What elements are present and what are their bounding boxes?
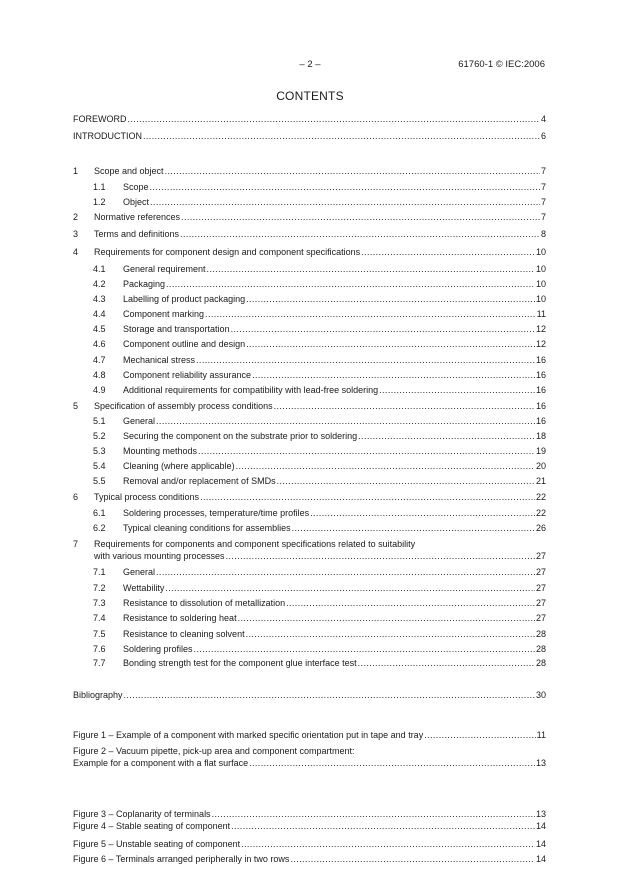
figure-list-entry[interactable] [73,853,546,865]
figure-list-entry[interactable] [73,820,546,832]
toc-entry[interactable] [73,113,546,125]
toc-entry[interactable] [73,246,546,258]
toc-entry-page: 28 [535,644,546,654]
dot-leader [424,729,535,741]
toc-entry-number: 4.1 [93,264,106,274]
toc-entry-page: 27 [535,551,546,561]
toc-entry[interactable] [73,308,546,320]
toc-entry-number: 7.3 [93,598,106,608]
dot-leader [231,820,535,832]
dot-leader [156,415,535,427]
dot-leader [249,757,535,769]
toc-entry-number: 4.8 [93,370,106,380]
dot-leader [361,246,535,258]
dot-leader [212,808,535,820]
toc-entry-label: General [123,416,156,426]
standard-reference: 61760-1 © IEC:2006 [458,59,545,70]
figure-entry-page: 13 [535,758,546,768]
dot-leader [379,384,535,396]
toc-entry-number: 4.7 [93,355,106,365]
toc-entry-label: Bibliography [73,690,123,700]
toc-entry[interactable] [73,491,546,503]
toc-entry-page: 8 [540,229,546,239]
toc-entry[interactable] [73,338,546,350]
figure-entry-label: Figure 1 – Example of a component with marked specific orientation put in tape and tray [73,730,424,740]
dot-leader [124,689,535,701]
toc-entry-label: Scope [123,182,149,192]
dot-leader [358,657,535,669]
toc-entry-page: 22 [535,508,546,518]
dot-leader [290,853,535,865]
toc-entry[interactable] [73,628,546,640]
toc-entry-page: 4 [540,114,546,124]
toc-entry-page: 27 [535,583,546,593]
toc-entry[interactable] [94,550,546,562]
toc-entry-label: Resistance to cleaning solvent [123,629,245,639]
toc-entry-label: General [123,567,156,577]
figure-entry-label: Figure 4 – Stable seating of component [73,821,231,831]
figure-entry-label: Figure 3 – Coplanarity of terminals [73,809,211,819]
page-title: CONTENTS [276,89,344,103]
toc-entry-page: 27 [535,567,546,577]
dot-leader [238,612,535,624]
toc-entry[interactable] [73,657,546,669]
toc-entry[interactable] [73,278,546,290]
toc-entry-label: Typical process conditions [94,492,200,502]
figure-list-entry-first-line[interactable] [73,745,546,757]
toc-entry-label: Soldering profiles [123,644,193,654]
figure-entry-label: Figure 2 – Vacuum pipette, pick-up area and component compartment: [73,746,355,756]
dot-leader [246,628,535,640]
toc-entry-number: 5.3 [93,446,106,456]
toc-entry[interactable] [73,445,546,457]
dot-leader [274,400,535,412]
toc-entry-page: 10 [535,294,546,304]
toc-entry-page: 27 [535,598,546,608]
dot-leader [128,113,540,125]
dot-leader [246,293,535,305]
toc-entry-label: with various mounting processes [94,551,225,561]
toc-entry-page: 7 [540,182,546,192]
figure-entry-page: 11 [536,730,546,740]
toc-entry-page: 16 [535,370,546,380]
dot-leader [236,460,535,472]
toc-entry[interactable] [73,460,546,472]
dot-leader [165,165,540,177]
toc-entry-page: 10 [535,279,546,289]
toc-entry-label: Specification of assembly process conditions [94,401,273,411]
toc-entry-label: FOREWORD [73,114,127,124]
dot-leader [200,491,535,503]
toc-entry-number: 7.2 [93,583,106,593]
toc-entry-label: Terms and definitions [94,229,180,239]
toc-entry[interactable] [73,689,546,701]
figure-list-entry[interactable] [73,729,546,741]
toc-entry-first-line[interactable] [73,538,546,550]
toc-entry-label: Labelling of product packaging [123,294,246,304]
dot-leader [143,130,540,142]
toc-entry[interactable] [73,415,546,427]
toc-entry[interactable] [73,612,546,624]
toc-entry-page: 7 [540,212,546,222]
dot-leader [205,308,536,320]
toc-entry[interactable] [73,196,546,208]
dot-leader [286,597,535,609]
toc-entry-label: Mounting methods [123,446,198,456]
toc-entry-page: 16 [535,355,546,365]
dot-leader [246,338,535,350]
dot-leader [150,196,540,208]
dot-leader [198,445,535,457]
dot-leader [292,522,535,534]
dot-leader [165,582,535,594]
toc-entry-number: 5.2 [93,431,106,441]
dot-leader [207,263,535,275]
toc-entry[interactable] [73,522,546,534]
toc-entry[interactable] [73,293,546,305]
toc-entry[interactable] [73,597,546,609]
toc-entry-label: Mechanical stress [123,355,196,365]
toc-entry[interactable] [73,165,546,177]
toc-entry-page: 19 [535,446,546,456]
toc-entry-page: 16 [535,385,546,395]
toc-entry[interactable] [73,384,546,396]
toc-entry-number: 2 [73,212,79,222]
toc-entry[interactable] [73,369,546,381]
figure-list-entry[interactable] [73,757,546,769]
toc-entry-page: 12 [535,339,546,349]
toc-entry-number: 1.2 [93,197,106,207]
toc-entry-number: 7.5 [93,629,106,639]
toc-entry-number: 5 [73,401,79,411]
toc-entry[interactable] [73,582,546,594]
toc-entry-number: 5.4 [93,461,106,471]
toc-entry-label: Wettability [123,583,165,593]
dot-leader [226,550,535,562]
toc-entry-page: 26 [535,523,546,533]
toc-entry-label: Securing the component on the substrate prior to soldering [123,431,358,441]
toc-entry-page: 16 [535,416,546,426]
dot-leader [310,507,535,519]
dot-leader [166,278,535,290]
dot-leader [181,211,540,223]
toc-entry-number: 4.2 [93,279,106,289]
toc-entry-number: 1.1 [93,182,106,192]
toc-entry-page: 28 [535,658,546,668]
figure-list-entry[interactable] [73,808,546,820]
figure-entry-page: 14 [535,854,546,864]
toc-entry-label: Additional requirements for compatibility with lead-free soldering [123,385,379,395]
toc-entry-page: 21 [535,476,546,486]
toc-entry-label: Scope and object [94,166,164,176]
toc-entry-page: 10 [535,247,546,257]
toc-entry-number: 4 [73,247,79,257]
dot-leader [156,566,535,578]
dot-leader [150,181,540,193]
toc-entry[interactable] [73,566,546,578]
toc-entry[interactable] [73,130,546,142]
toc-entry-number: 7 [73,539,79,549]
toc-entry[interactable] [73,263,546,275]
toc-entry-page: 11 [536,309,546,319]
figure-entry-page: 14 [535,839,546,849]
toc-entry[interactable] [73,181,546,193]
toc-entry[interactable] [73,400,546,412]
toc-entry-number: 4.4 [93,309,106,319]
dot-leader [358,430,535,442]
toc-entry-label: Storage and transportation [123,324,230,334]
dot-leader [180,228,540,240]
toc-entry-page: 7 [540,197,546,207]
toc-entry-number: 7.6 [93,644,106,654]
toc-entry-number: 4.9 [93,385,106,395]
dot-leader [196,354,535,366]
toc-entry[interactable] [73,475,546,487]
dot-leader [252,369,535,381]
toc-entry-label: Component reliability assurance [123,370,252,380]
toc-entry-label: Requirements for components and component specifications related to suitability [94,539,416,549]
toc-entry-number: 6 [73,492,79,502]
page-number: – 2 – [299,59,321,70]
toc-entry-number: 5.5 [93,476,106,486]
dot-leader [194,643,535,655]
toc-entry-label: Removal and/or replacement of SMDs [123,476,276,486]
figure-list-entry[interactable] [73,838,546,850]
toc-entry-number: 7.7 [93,658,106,668]
toc-entry-label: Resistance to dissolution of metallization [123,598,286,608]
toc-entry-page: 16 [535,401,546,411]
toc-entry-page: 12 [535,324,546,334]
figure-entry-page: 14 [535,821,546,831]
toc-entry-label: Packaging [123,279,166,289]
toc-entry-number: 5.1 [93,416,106,426]
toc-entry-page: 18 [535,431,546,441]
toc-entry-page: 7 [540,166,546,176]
dot-leader [277,475,535,487]
toc-entry[interactable] [73,323,546,335]
toc-entry-label: Requirements for component design and component specifications [94,247,361,257]
toc-entry-label: Cleaning (where applicable) [123,461,235,471]
toc-entry-page: 22 [535,492,546,502]
toc-entry-label: Component outline and design [123,339,246,349]
toc-entry-label: Component marking [123,309,205,319]
dot-leader [231,323,535,335]
toc-entry-page: 20 [535,461,546,471]
figure-entry-label: Example for a component with a flat surface [73,758,249,768]
toc-entry-page: 27 [535,613,546,623]
toc-entry-number: 4.6 [93,339,106,349]
toc-entry-label: General requirement [123,264,206,274]
toc-entry-number: 4.3 [93,294,106,304]
toc-entry[interactable] [73,643,546,655]
toc-entry[interactable] [73,228,546,240]
toc-entry-number: 3 [73,229,79,239]
toc-entry-page: 10 [535,264,546,274]
toc-entry-number: 7.4 [93,613,106,623]
toc-entry-number: 1 [73,166,79,176]
dot-leader [241,838,535,850]
toc-entry-number: 6.2 [93,523,106,533]
toc-entry-page: 6 [540,131,546,141]
figure-entry-label: Figure 6 – Terminals arranged peripherally in two rows [73,854,290,864]
toc-entry[interactable] [73,430,546,442]
toc-entry-label: Object [123,197,150,207]
toc-entry[interactable] [73,354,546,366]
toc-entry[interactable] [73,211,546,223]
toc-entry-label: Normative references [94,212,181,222]
toc-entry-label: Bonding strength test for the component glue interface test [123,658,357,668]
toc-entry-number: 6.1 [93,508,106,518]
toc-entry-number: 7.1 [93,567,106,577]
toc-entry-label: Resistance to soldering heat [123,613,237,623]
figure-entry-label: Figure 5 – Unstable seating of component [73,839,241,849]
toc-entry-label: Typical cleaning conditions for assemblies [123,523,291,533]
toc-entry-number: 4.5 [93,324,106,334]
figure-entry-page: 13 [535,809,546,819]
toc-entry-label: Soldering processes, temperature/time profiles [123,508,310,518]
toc-entry-label: INTRODUCTION [73,131,142,141]
toc-entry-page: 30 [535,690,546,700]
toc-entry-page: 28 [535,629,546,639]
toc-entry[interactable] [73,507,546,519]
